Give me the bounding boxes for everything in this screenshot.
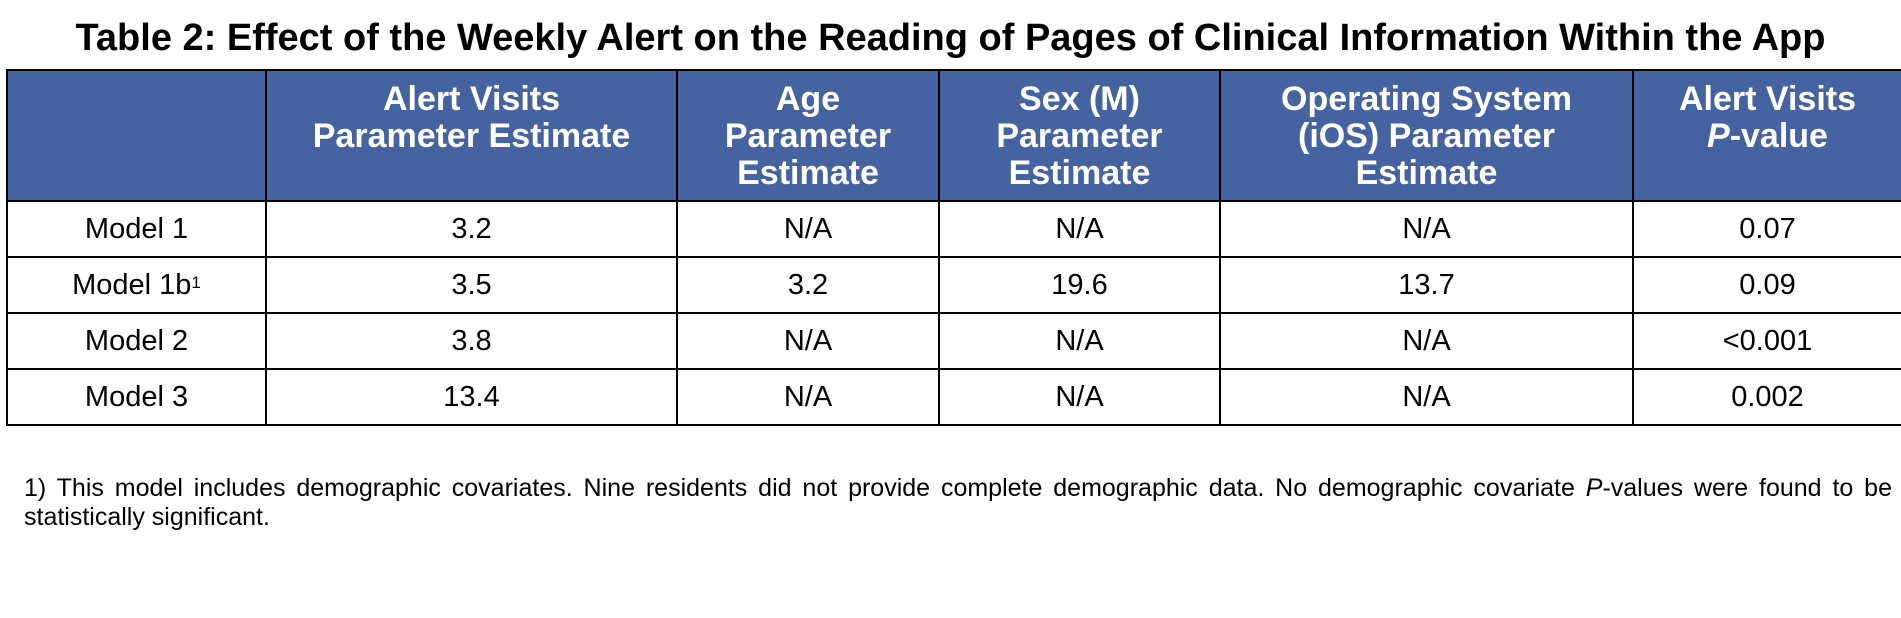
age-cell: N/A <box>677 201 939 257</box>
header-sex-estimate <box>939 70 1220 201</box>
sex-cell: N/A <box>939 369 1220 425</box>
header-line: Alert Visits <box>1678 80 1856 118</box>
header-model <box>7 70 266 201</box>
table-title: Table 2: Effect of the Weekly Alert on the Reading of Pages of Clinical Information Within the App <box>75 17 1826 59</box>
age-cell: 3.2 <box>677 257 939 313</box>
table-row <box>7 201 1901 257</box>
header-line: (iOS) Parameter <box>1298 117 1555 155</box>
age-cell: N/A <box>677 313 939 369</box>
os-cell: N/A <box>1220 369 1633 425</box>
p-value-cell: <0.001 <box>1633 313 1901 369</box>
model-cell <box>7 369 266 425</box>
table-row <box>7 313 1901 369</box>
header-row <box>7 70 1901 201</box>
header-line: Parameter <box>724 117 892 155</box>
footnote-marker: 1 <box>191 273 201 292</box>
footnote-text-after: -values were found to be statistically significant. <box>24 474 1892 531</box>
sex-cell: 19.6 <box>939 257 1220 313</box>
header-line: Estimate <box>1008 154 1151 192</box>
footnote <box>24 474 1892 532</box>
p-value-cell: 0.09 <box>1633 257 1901 313</box>
header-line: Parameter Estimate <box>312 117 631 155</box>
footnote-text-before: 1) This model includes demographic covariates. Nine residents did not provide complete demographic data. No demographic covariate <box>24 474 1586 502</box>
model-name: Model 3 <box>84 381 189 413</box>
table-row <box>7 257 1901 313</box>
header-line: Age <box>775 80 841 118</box>
header-line: Sex (M) <box>1019 80 1140 118</box>
header-line: Operating System <box>1281 80 1572 118</box>
os-cell: 13.7 <box>1220 257 1633 313</box>
p-value-cell: 0.002 <box>1633 369 1901 425</box>
p-italic: P <box>1707 117 1730 155</box>
alert-visits-cell: 13.4 <box>266 369 677 425</box>
alert-visits-cell: 3.8 <box>266 313 677 369</box>
header-line: Parameter <box>996 117 1163 155</box>
p-value-cell: 0.07 <box>1633 201 1901 257</box>
header-line <box>1638 118 1897 155</box>
table-row <box>7 369 1901 425</box>
header-line: Estimate <box>1355 154 1498 192</box>
header-os-estimate <box>1220 70 1633 201</box>
model-cell <box>7 313 266 369</box>
age-cell: N/A <box>677 369 939 425</box>
os-cell: N/A <box>1220 201 1633 257</box>
sex-cell: N/A <box>939 201 1220 257</box>
alert-visits-cell: 3.5 <box>266 257 677 313</box>
sex-cell: N/A <box>939 313 1220 369</box>
header-alert-visits-p-value <box>1633 70 1901 201</box>
model-cell <box>7 201 266 257</box>
header-line: Estimate <box>737 154 879 192</box>
results-table <box>6 69 1901 426</box>
header-line-rest: -value <box>1729 117 1828 155</box>
footnote-italic-p: P <box>1585 474 1603 502</box>
model-name: Model 1b <box>72 269 192 301</box>
os-cell: N/A <box>1220 313 1633 369</box>
alert-visits-cell: 3.2 <box>266 201 677 257</box>
header-alert-visits-estimate <box>266 70 677 201</box>
model-name: Model 1 <box>84 213 189 245</box>
model-name: Model 2 <box>84 325 189 357</box>
model-cell <box>7 257 266 313</box>
header-line: Alert Visits <box>382 80 560 118</box>
header-age-estimate <box>677 70 939 201</box>
